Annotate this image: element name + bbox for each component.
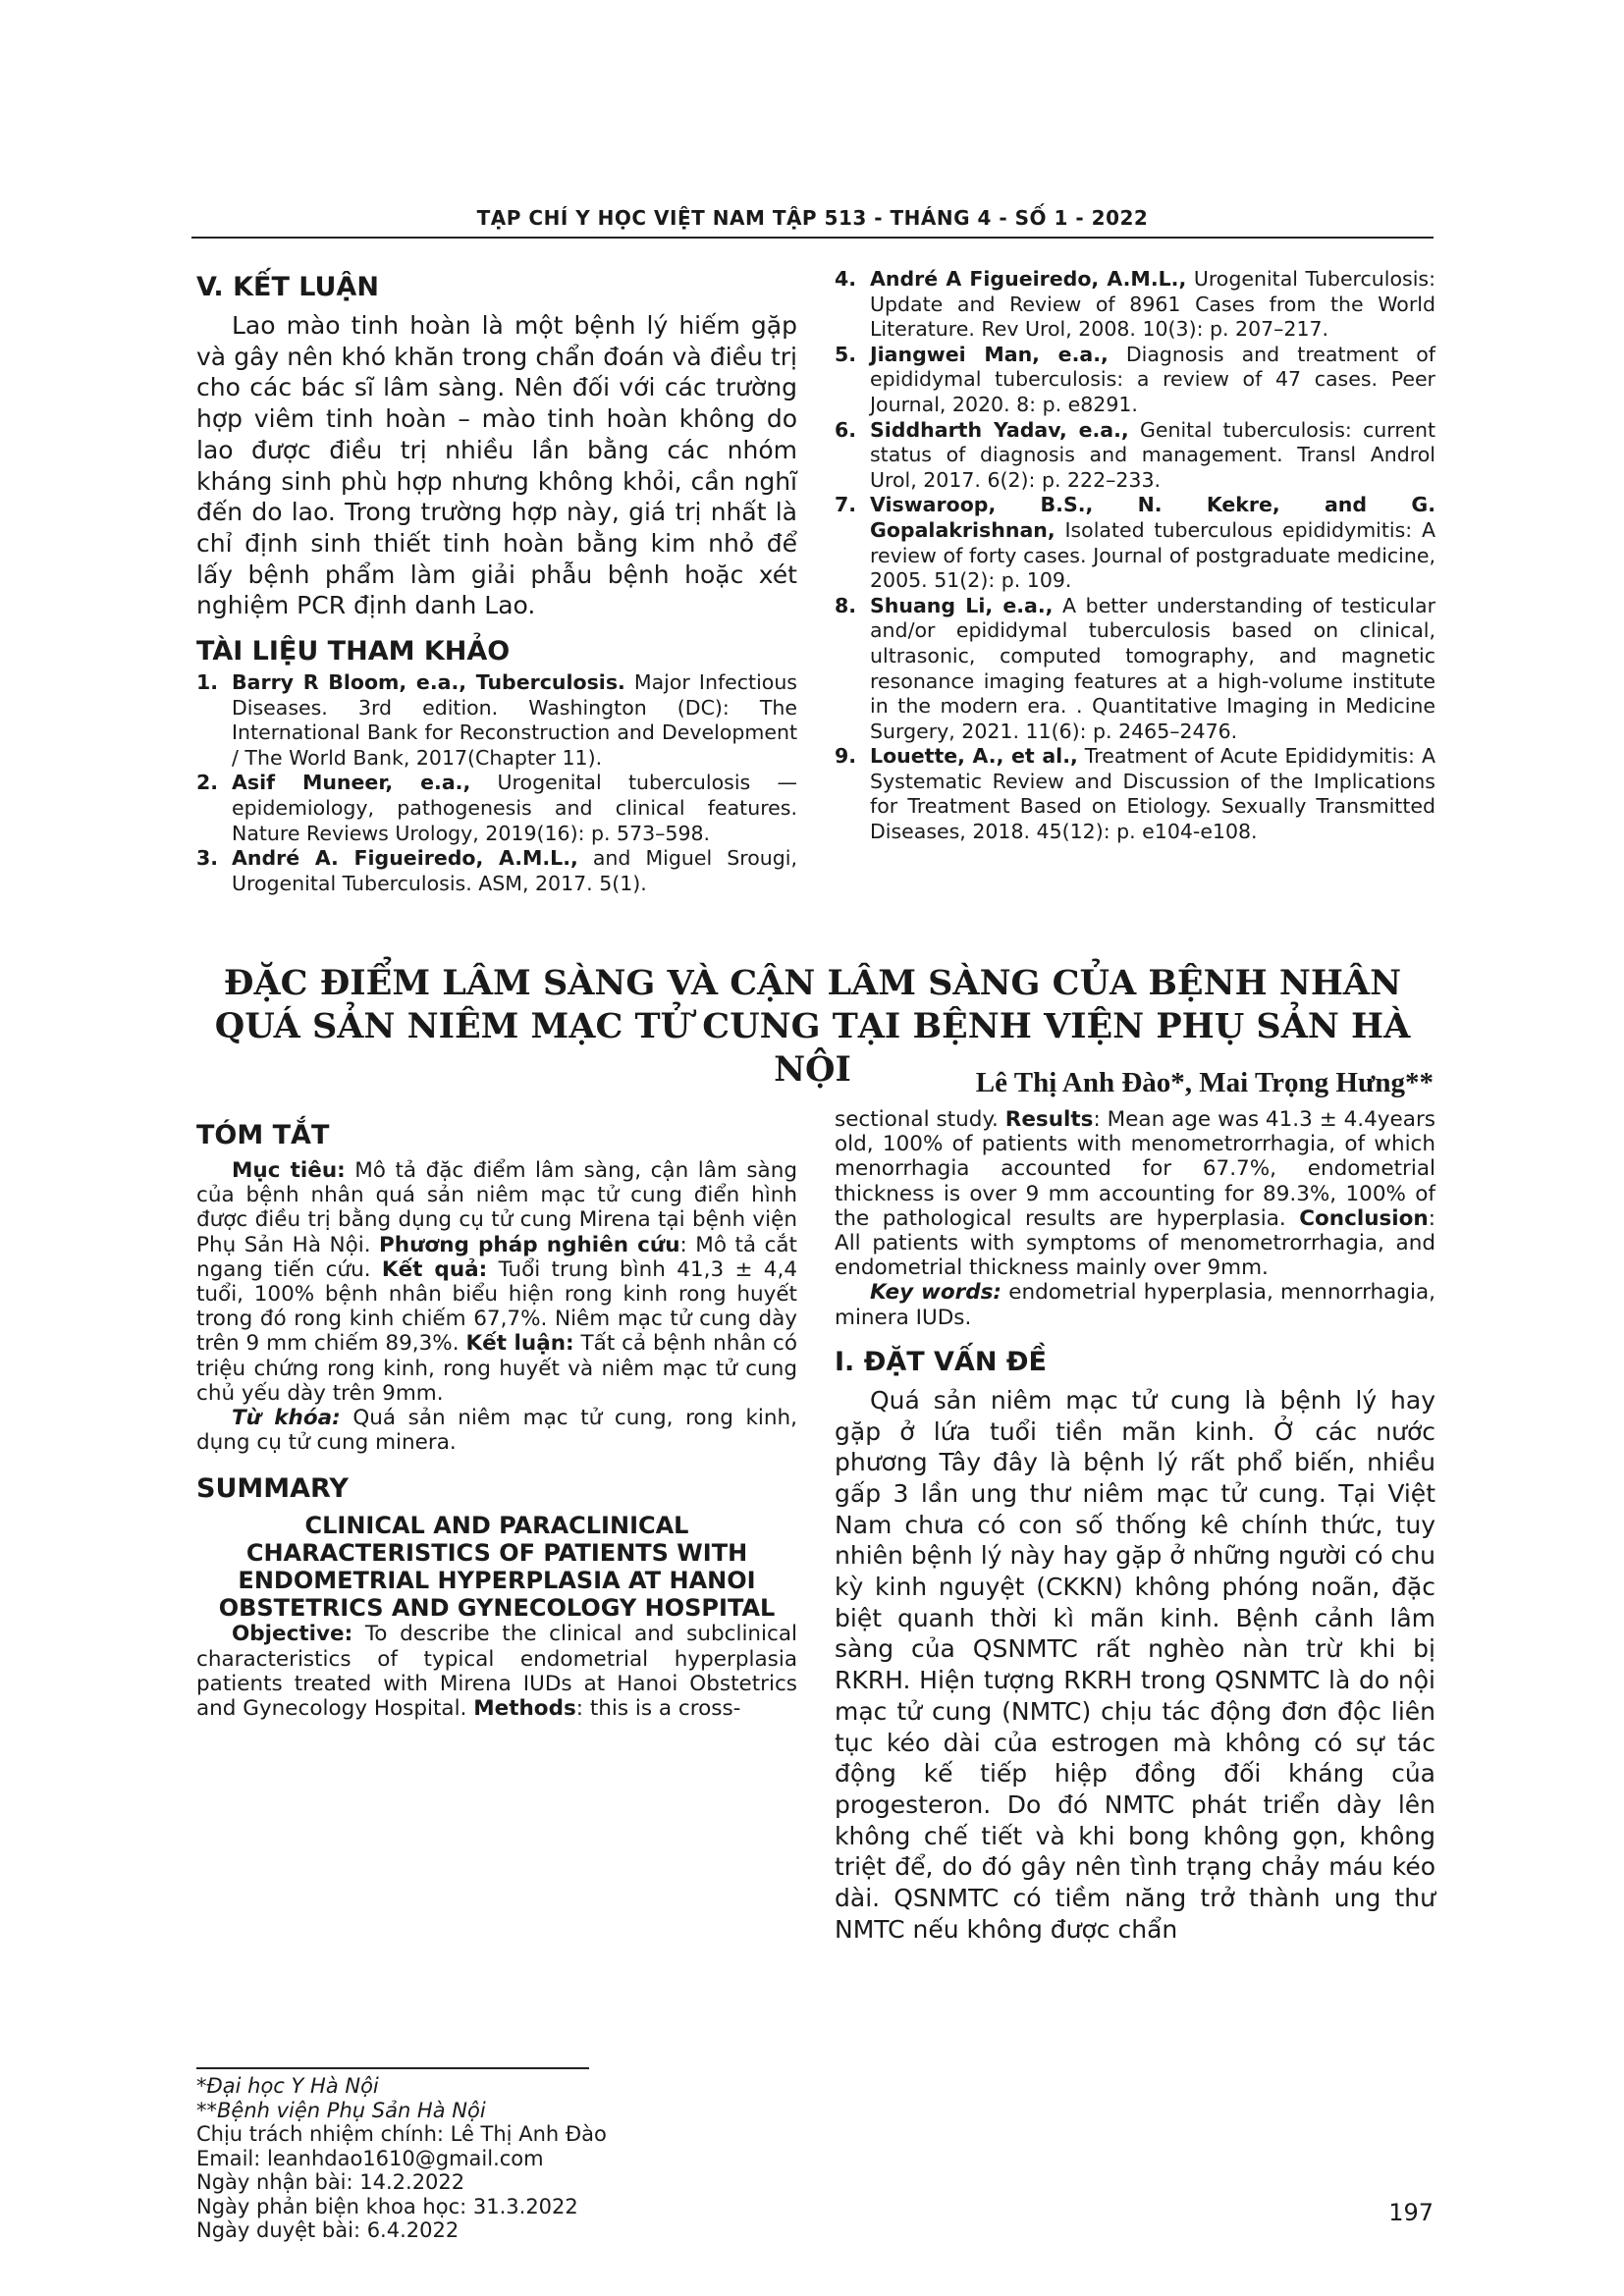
reference-item: 7. Viswaroop, B.S., N. Kekre, and G. Gopalakrishnan, Isolated tuberculous epididymitis: A review of forty cases. Journal of postgraduate medicine, 2005. 51(2): p. 109. <box>835 493 1435 593</box>
footnote-affiliation-1: *Đại học Y Hà Nội <box>196 2074 379 2098</box>
references-column-right <box>835 267 1435 845</box>
reference-item: 8. Shuang Li, e.a., A better understanding of testicular and/or epididymal tuberculosis based on clinical, ultrasonic, computed tomography, and magnetic resonance imaging features at a high-volume institute in the modern era. . Quantitative Imaging in Medicine Surgery, 2021. 11(6): p. 2465–2476. <box>835 593 1435 743</box>
footnote-corresponding: Chịu trách nhiệm chính: Lê Thị Anh Đào <box>196 2122 607 2146</box>
reference-item: 2. Asif Muneer, e.a., Urogenital tuberculosis — epidemiology, pathogenesis and clinical features. Nature Reviews Urology, 2019(16): p. 573–598. <box>196 771 797 845</box>
reference-item: 3. André A. Figueiredo, A.M.L., and Miguel Srougi, Urogenital Tuberculosis. ASM, 2017. 5(1). <box>196 846 797 895</box>
article-authors: Lê Thị Anh Đào*, Mai Trọng Hưng** <box>975 1067 1434 1098</box>
summary-results: sectional study. Results: Mean age was 41.3 ± 4.4years old, 100% of patients with menometrorrhagia, of which menorrhagia accounted for 67.7%, endometrial thickness is over 9 mm accounting for 89.3%, 100% of the pathological results are hyperplasia. Conclusion: All patients with symptoms of menometrorrhagia, and endometrial thickness mainly over 9mm. <box>835 1107 1435 1281</box>
references-heading: TÀI LIỆU THAM KHẢO <box>196 636 511 667</box>
reference-item: 6. Siddharth Yadav, e.a., Genital tuberculosis: current status of diagnosis and management. Transl Androl Urol, 2017. 6(2): p. 222–233. <box>835 417 1435 492</box>
references-list-left <box>196 670 797 896</box>
summary-heading: SUMMARY <box>196 1473 349 1505</box>
footnote-reviewed: Ngày phản biện khoa học: 31.3.2022 <box>196 2194 578 2218</box>
reference-item: 9. Louette, A., et al., Treatment of Acute Epididymitis: A Systematic Review and Discussion of the Implications for Treatment Based on Etiology. Sexually Transmitted Diseases, 2018. 45(12): p. e104-e108. <box>835 744 1435 844</box>
page-number: 197 <box>1388 2199 1434 2226</box>
abstract-vi-section <box>196 1119 797 1721</box>
summary-keywords: Key words: endometrial hyperplasia, mennorrhagia, minera IUDs. <box>835 1280 1435 1330</box>
reference-item: 1. Barry R Bloom, e.a., Tuberculosis. Major Infectious Diseases. 3rd edition. Washington (DC): The International Bank for Reconstruction and Development / The World Bank, 2017(Chapter 11). <box>196 670 797 770</box>
abstract-vi-heading: TÓM TẮT <box>196 1120 330 1150</box>
footnote-rule <box>196 2067 589 2069</box>
footnotes <box>196 2074 797 2243</box>
footnote-affiliation-2: **Bệnh viện Phụ Sản Hà Nội <box>196 2098 486 2122</box>
summary-objective: Objective: To describe the clinical and subclinical characteristics of typical endometrial hyperplasia patients treated with Mirena IUDs at Hanoi Obstetrics and Gynecology Hospital. Methods: this is a cross- <box>196 1622 797 1722</box>
footnote-email: Email: leanhdao1610@gmail.com <box>196 2146 544 2170</box>
references-list-right <box>835 267 1435 845</box>
header-rule <box>191 237 1434 239</box>
summary-continued <box>835 1107 1435 1945</box>
conclusion-text: Lao mào tinh hoàn là một bệnh lý hiếm gặp và gây nên khó khăn trong chẩn đoán và điều trị cho các bác sĩ lâm sàng. Nên đối với các trường hợp viêm tinh hoàn – mào tinh hoàn không do lao được điều trị nhiều lần bằng các nhóm kháng sinh phù hợp nhưng không khỏi, cần nghĩ đến do lao. Trong trường hợp này, giá trị nhất là chỉ định sinh thiết tinh hoàn bằng kim nhỏ để lấy bệnh phẩm làm giải phẫu bệnh hoặc xét nghiệm PCR định danh Lao. <box>196 311 797 620</box>
reference-item: 4. André A Figueiredo, A.M.L., Urogenital Tuberculosis: Update and Review of 8961 Cases from the World Literature. Rev Urol, 2008. 10(3): p. 207–217. <box>835 267 1435 342</box>
footnote-received: Ngày nhận bài: 14.2.2022 <box>196 2170 465 2194</box>
conclusion-heading: V. KẾT LUẬN <box>196 272 379 302</box>
intro-heading: I. ĐẶT VẤN ĐỀ <box>835 1346 1047 1377</box>
article-title: ĐẶC ĐIỂM LÂM SÀNG VÀ CẬN LÂM SÀNG CỦA BỆNH NHÂN QUÁ SẢN NIÊM MẠC TỬ CUNG TẠI BỆNH VIỆN PHỤ SẢN HÀ NỘI <box>214 963 1411 1090</box>
summary-title: CLINICAL AND PARACLINICAL CHARACTERISTICS OF PATIENTS WITH ENDOMETRIAL HYPERPLASIA AT HANOI OBSTETRICS AND GYNECOLOGY HOSPITAL <box>218 1512 776 1623</box>
journal-header: TẠP CHÍ Y HỌC VIỆT NAM TẬP 513 - THÁNG 4 - SỐ 1 - 2022 <box>476 206 1149 230</box>
reference-item: 5. Jiangwei Man, e.a., Diagnosis and treatment of epididymal tuberculosis: a review of 47 cases. Peer Journal, 2020. 8: p. e8291. <box>835 342 1435 416</box>
abstract-vi-keywords: Từ khóa: Quá sản niêm mạc tử cung, rong kinh, dụng cụ tử cung minera. <box>196 1406 797 1456</box>
abstract-vi-objective: Mục tiêu: Mô tả đặc điểm lâm sàng, cận lâm sàng của bệnh nhân quá sản niêm mạc tử cung điển hình được điều trị bằng dụng cụ tử cung Mirena tại bệnh viện Phụ Sản Hà Nội. Phương pháp nghiên cứu: Mô tả cắt ngang tiến cứu. Kết quả: Tuổi trung bình 41,3 ± 4,4 tuổi, 100% bệnh nhân biểu hiện rong kinh rong huyết trong đó rong kinh chiếm 67,7%. Niêm mạc tử cung dày trên 9 mm chiếm 89,3%. Kết luận: Tất cả bệnh nhân có triệu chứng rong kinh, rong huyết và niêm mạc tử cung chủ yếu dày trên 9mm. <box>196 1158 798 1406</box>
intro-text: Quá sản niêm mạc tử cung là bệnh lý hay gặp ở lứa tuổi tiền mãn kinh. Ở các nước phương Tây đây là bệnh lý rất phổ biến, nhiều gấp 3 lần ung thư niêm mạc tử cung. Tại Việt Nam chưa có con số thống kê chính thức, tuy nhiên bệnh lý này hay gặp ở những người có chu kỳ kinh nguyệt (CKKN) không phóng noãn, đặc biệt quanh thời kì mãn kinh. Bệnh cảnh lâm sàng của QSNMTC rất nghèo nàn trừ khi bị RKRH. Hiện tượng RKRH trong QSNMTC là do nội mạc tử cung (NMTC) chịu tác động đơn độc liên tục kéo dài của estrogen mà không có sự tác động kế tiếp hiệp đồng đối kháng của progesteron. Do đó NMTC phát triển dày lên không chế tiết và khi bong không gọn, không triệt để, do đó gây nên tình trạng chảy máu kéo dài. QSNMTC có tiềm năng trở thành ung thư NMTC nếu không được chẩn <box>835 1385 1435 1944</box>
footnote-accepted: Ngày duyệt bài: 6.4.2022 <box>196 2218 460 2242</box>
conclusion-section <box>196 271 797 896</box>
